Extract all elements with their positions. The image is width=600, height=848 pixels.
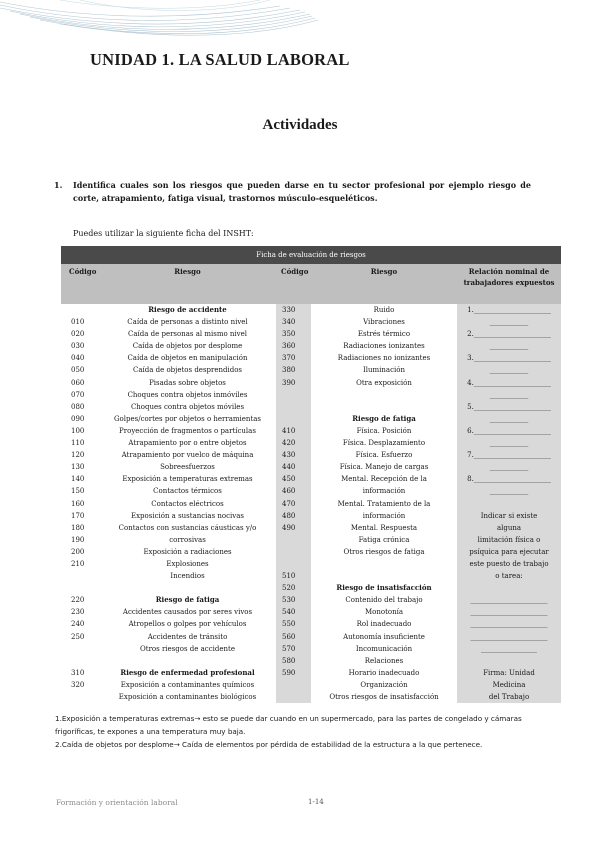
- table-row: [61, 425, 561, 437]
- risk-cell: Exposición a sustancias nocivas: [130, 511, 245, 520]
- header-risk-2: Riesgo: [311, 264, 457, 304]
- code-cell-2: 510: [276, 570, 311, 582]
- table-row: [61, 558, 561, 570]
- exposed-cell: 6.______________________: [457, 425, 561, 437]
- exposed-cell: [457, 655, 561, 667]
- code-cell: 200: [71, 547, 85, 556]
- risk-cell: Golpes/cortes por objetos o herramientas: [113, 414, 262, 423]
- exposed-cell: Indicar si existe: [457, 510, 561, 522]
- risk-cell: Contactos térmicos: [153, 487, 222, 496]
- code-cell-2: 460: [276, 485, 311, 497]
- exposed-cell: ______________________: [457, 631, 561, 643]
- risk-cell: Explosiones: [166, 559, 209, 568]
- exposed-cell: limitación física o: [457, 534, 561, 546]
- code-cell: 320: [71, 680, 85, 689]
- exposed-cell: 1.______________________: [457, 304, 561, 316]
- risk-cell: Incendios: [170, 572, 205, 581]
- code-cell-2: 340: [276, 316, 311, 328]
- risk-cell: Otros riesgos de accidente: [140, 644, 235, 653]
- table-row: [61, 413, 561, 425]
- table-caption: Ficha de evaluación de riesgos: [61, 246, 561, 264]
- code-cell: 180: [71, 523, 85, 532]
- note-1: 1.Exposición a temperaturas extremas→ esto se puede dar cuando en un supermercado, para las partes de congelado y cámaras frigoríficas, te expones a una temperatura muy baja.: [55, 714, 522, 736]
- footer-course-name: Formación y orientación laboral: [56, 798, 178, 807]
- exposed-cell: ________________: [457, 643, 561, 655]
- code-cell: 060: [71, 378, 85, 387]
- code-cell: 010: [71, 318, 85, 327]
- table-row: [61, 377, 561, 389]
- code-cell-2: 580: [276, 655, 311, 667]
- code-cell-2: 490: [276, 522, 311, 534]
- risk-cell: Caída de objetos por desplome: [132, 342, 243, 351]
- code-cell: 030: [71, 342, 85, 351]
- exposed-cell: Medicina: [457, 679, 561, 691]
- exposed-cell: 3.______________________: [457, 352, 561, 364]
- code-cell: 040: [71, 354, 85, 363]
- code-cell-2: 540: [276, 606, 311, 618]
- risk-cell: Caída de objetos desprendidos: [132, 366, 243, 375]
- risk-cell-2: Física. Desplazamiento: [342, 439, 426, 448]
- table-row: [61, 691, 561, 703]
- risk-cell-2: Ruido: [373, 306, 395, 314]
- risk-cell: Pisadas sobre objetos: [149, 378, 226, 387]
- risk-cell-2: [311, 558, 457, 570]
- risk-cell: Riesgo de enfermedad profesional: [120, 667, 255, 677]
- exposed-cell: del Trabajo: [457, 691, 561, 703]
- exposed-cell: ___________: [457, 340, 561, 352]
- code-cell-2: [276, 679, 311, 691]
- risk-cell-2: Iluminación: [363, 366, 405, 375]
- risk-cell-2: Autonomía insuficiente: [343, 632, 425, 641]
- table-row: [61, 546, 561, 558]
- risk-cell: Contactos con sustancias cáusticas y/o: [118, 523, 257, 532]
- code-cell: 220: [71, 596, 85, 605]
- risk-cell-2: información: [362, 511, 406, 520]
- risk-cell: Atrapamiento por vuelco de máquina: [121, 451, 254, 460]
- code-cell: 050: [71, 366, 85, 375]
- code-cell-2: [276, 389, 311, 401]
- code-cell-2: 390: [276, 377, 311, 389]
- table-row: [61, 389, 561, 401]
- table-row: [61, 328, 561, 340]
- code-cell-2: 440: [276, 461, 311, 473]
- table-row: [61, 618, 561, 630]
- code-cell-2: 350: [276, 328, 311, 340]
- table-row: [61, 340, 561, 352]
- section-title: Actividades: [262, 117, 338, 133]
- code-cell-2: [276, 534, 311, 546]
- table-row: [61, 594, 561, 606]
- table-row: [61, 449, 561, 461]
- table-row: [61, 667, 561, 679]
- risk-cell-2: Horario inadecuado: [348, 668, 420, 677]
- table-row: [61, 473, 561, 485]
- risk-cell: Exposición a temperaturas extremas: [122, 475, 253, 484]
- question-text: Identifica cuales son los riesgos que pueden darse en tu sector profesional por ejemplo riesgo de corte, atrapamiento, fatiga visual, trastornos músculo-esqueléticos.: [73, 180, 531, 203]
- code-cell: 120: [71, 451, 85, 460]
- code-cell-2: 480: [276, 510, 311, 522]
- risk-cell: [99, 655, 276, 667]
- risk-cell: Caída de objetos en manipulación: [127, 354, 248, 363]
- exposed-cell: psíquica para ejecutar: [457, 546, 561, 558]
- risk-cell: Exposición a contaminantes biológicos: [118, 693, 257, 701]
- code-cell: 190: [71, 535, 85, 544]
- exposed-cell: o tarea:: [457, 570, 561, 582]
- risk-cell-2: Incomunicación: [355, 644, 413, 653]
- exposed-cell: 7.______________________: [457, 449, 561, 461]
- code-cell: [61, 582, 99, 594]
- risk-evaluation-table: [61, 246, 561, 703]
- risk-cell-2: Riesgo de fatiga: [352, 413, 416, 423]
- code-cell: 020: [71, 330, 85, 339]
- code-cell: 110: [71, 439, 85, 448]
- code-cell-2: 470: [276, 498, 311, 510]
- risk-cell: Sobreesfuerzos: [160, 463, 215, 472]
- risk-cell-2: Relaciones: [364, 656, 404, 665]
- table-row: [61, 522, 561, 534]
- code-cell: 100: [71, 426, 85, 435]
- code-cell: 210: [71, 559, 85, 568]
- exposed-cell: ___________: [457, 389, 561, 401]
- exposed-cell: ______________________: [457, 606, 561, 618]
- exposed-cell: ___________: [457, 413, 561, 425]
- table-row: [61, 655, 561, 667]
- code-cell: 310: [71, 668, 85, 677]
- table-row: [61, 498, 561, 510]
- risk-cell-2: Radiaciones ionizantes: [343, 342, 425, 351]
- code-cell: 160: [71, 499, 85, 508]
- risk-cell-2: [311, 389, 457, 401]
- risk-cell: Exposición a radiaciones: [143, 547, 232, 556]
- exposed-cell: [457, 498, 561, 510]
- table-row: [61, 364, 561, 376]
- risk-cell: Accidentes de tránsito: [147, 632, 228, 641]
- risk-cell: Contactos eléctricos: [151, 499, 224, 508]
- exposed-cell: ______________________: [457, 618, 561, 630]
- risk-cell-2: Otros riesgos de insatisfacción: [329, 693, 439, 701]
- code-cell: 080: [71, 402, 85, 411]
- code-cell-2: 550: [276, 618, 311, 630]
- code-cell-2: 520: [276, 582, 311, 594]
- code-cell-2: 530: [276, 594, 311, 606]
- exposed-cell: 4.______________________: [457, 377, 561, 389]
- exposed-cell: ___________: [457, 316, 561, 328]
- unit-title: UNIDAD 1. LA SALUD LABORAL: [90, 50, 350, 69]
- code-cell-2: 560: [276, 631, 311, 643]
- risk-cell-2: Radiaciones no ionizantes: [337, 354, 431, 363]
- code-cell: [61, 570, 99, 582]
- exposed-cell: Firma: Unidad: [457, 667, 561, 679]
- exposed-cell: ___________: [457, 485, 561, 497]
- exposed-cell: 5.______________________: [457, 401, 561, 413]
- table-row: [61, 437, 561, 449]
- table-intro: Puedes utilizar la siguiente ficha del INSHT:: [73, 229, 254, 238]
- code-cell: 150: [71, 487, 85, 496]
- table-row: [61, 485, 561, 497]
- code-cell-2: 330: [276, 304, 311, 316]
- code-cell-2: [276, 413, 311, 425]
- code-cell-2: 590: [276, 667, 311, 679]
- risk-cell-2: [311, 570, 457, 582]
- exposed-cell: 8.______________________: [457, 473, 561, 485]
- code-cell: 140: [71, 475, 85, 484]
- risk-cell-2: Organización: [360, 680, 408, 689]
- note-2: 2.Caída de objetos por desplome→ Caída de elementos por pérdida de estabilidad de la estructura a la que pertenece.: [55, 740, 483, 749]
- decorative-wave-header: [0, 0, 600, 40]
- code-cell: 230: [71, 608, 85, 617]
- table-row: [61, 461, 561, 473]
- question-number: 1.: [54, 180, 63, 190]
- table-row: [61, 510, 561, 522]
- risk-cell-2: información: [362, 487, 406, 496]
- table-row: [61, 352, 561, 364]
- exposed-cell: alguna: [457, 522, 561, 534]
- risk-cell-2: Fatiga crónica: [358, 535, 410, 544]
- risk-cell: Riesgo de accidente: [148, 305, 227, 314]
- code-cell-2: 570: [276, 643, 311, 655]
- code-cell-2: 370: [276, 352, 311, 364]
- code-cell-2: 410: [276, 425, 311, 437]
- code-cell: 090: [71, 414, 85, 423]
- risk-cell-2: Física. Manejo de cargas: [339, 463, 429, 472]
- code-cell-2: 450: [276, 473, 311, 485]
- exposed-cell: [457, 582, 561, 594]
- table-row: [61, 534, 561, 546]
- code-cell: 130: [71, 463, 85, 472]
- code-cell: [61, 643, 99, 655]
- code-cell: [61, 304, 99, 316]
- table-row: [61, 606, 561, 618]
- code-cell-2: [276, 691, 311, 703]
- risk-cell-2: Mental. Recepción de la: [341, 475, 427, 484]
- code-cell-2: [276, 546, 311, 558]
- header-code-2: Código: [276, 264, 311, 304]
- risk-cell: Choques contra objetos inmóviles: [127, 390, 248, 399]
- risk-cell: Caída de personas a distinto nivel: [127, 318, 248, 327]
- risk-cell: Exposición a contaminantes químicos: [120, 680, 255, 689]
- exposed-cell: ___________: [457, 364, 561, 376]
- header-exposed-workers: Relación nominal de trabajadores expuestos: [457, 264, 561, 304]
- risk-cell-2: Estrés térmico: [357, 330, 411, 339]
- risk-cell: Riesgo de fatiga: [155, 595, 220, 605]
- notes: [55, 712, 555, 751]
- table-row: [61, 679, 561, 691]
- code-cell: 070: [71, 390, 85, 399]
- exposed-cell: ___________: [457, 461, 561, 473]
- table-row: [61, 570, 561, 582]
- risk-cell-2: Rol inadecuado: [356, 620, 412, 629]
- risk-cell: Accidentes causados por seres vivos: [122, 608, 253, 617]
- exposed-cell: ______________________: [457, 594, 561, 606]
- risk-cell-2: Física. Posición: [356, 426, 412, 435]
- risk-cell-2: Vibraciones: [363, 318, 405, 327]
- exposed-cell: ___________: [457, 437, 561, 449]
- risk-cell-2: Física. Esfuerzo: [355, 451, 413, 460]
- risk-cell-2: Contenido del trabajo: [345, 596, 423, 605]
- code-cell: [61, 691, 99, 703]
- risk-cell: corrosivas: [169, 535, 206, 544]
- risk-cell-2: Otros riesgos de fatiga: [343, 547, 425, 556]
- table-row: [61, 401, 561, 413]
- table-row: [61, 304, 561, 316]
- code-cell: 250: [71, 632, 85, 641]
- table-row: [61, 582, 561, 594]
- header-risk: Riesgo: [99, 264, 276, 304]
- risk-cell-2: Monotonía: [364, 608, 404, 617]
- risk-cell: Atrapamiento por o entre objetos: [128, 439, 247, 448]
- risk-cell-2: Mental. Tratamiento de la: [337, 499, 431, 508]
- header-code: Código: [61, 264, 99, 304]
- table-row: [61, 631, 561, 643]
- risk-cell: Choques contra objetos móviles: [130, 402, 245, 411]
- code-cell-2: [276, 401, 311, 413]
- risk-cell-2: Riesgo de insatisfacción: [336, 583, 432, 593]
- code-cell: 170: [71, 511, 85, 520]
- risk-cell: [99, 582, 276, 594]
- footer-page-number: 1-14: [308, 798, 324, 806]
- code-cell-2: [276, 558, 311, 570]
- table-row: [61, 643, 561, 655]
- code-cell: 240: [71, 620, 85, 629]
- risk-cell: Proyección de fragmentos o partículas: [119, 426, 256, 435]
- code-cell: [61, 655, 99, 667]
- code-cell-2: 430: [276, 449, 311, 461]
- table-row: [61, 316, 561, 328]
- exposed-cell: este puesto de trabajo: [457, 558, 561, 570]
- risk-cell-2: Mental. Respuesta: [350, 523, 418, 532]
- risk-cell-2: [311, 401, 457, 413]
- risk-cell: Caída de personas al mismo nivel: [127, 330, 248, 339]
- exposed-cell: 2.______________________: [457, 328, 561, 340]
- code-cell-2: 380: [276, 364, 311, 376]
- risk-cell-2: Otra exposición: [356, 378, 412, 387]
- code-cell-2: 360: [276, 340, 311, 352]
- table-body: [61, 304, 561, 703]
- risk-cell: Atropellos o golpes por vehículos: [128, 620, 247, 629]
- code-cell-2: 420: [276, 437, 311, 449]
